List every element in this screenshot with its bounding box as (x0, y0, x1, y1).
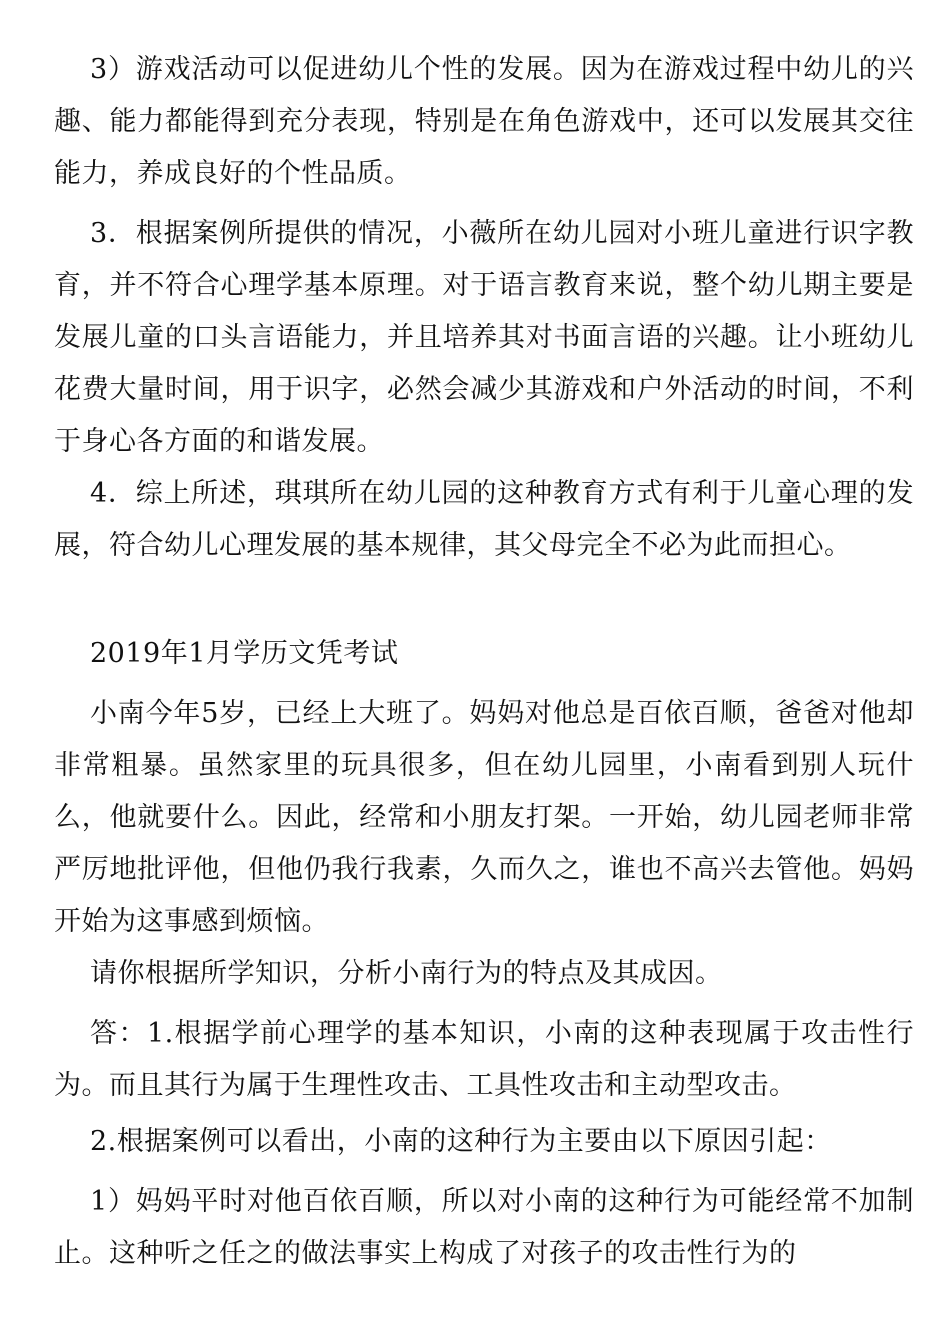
exam-heading: 2019年1月学历文凭考试 (90, 638, 399, 669)
paragraph-conclusion: 4．综上所述，琪琪所在幼儿园的这种教育方式有利于儿童心理的发展，符合幼儿心理发展的基本规律，其父母完全不必为此而担心。 (54, 478, 914, 561)
paragraph-cause-1: 1）妈妈平时对他百依百顺，所以对小南的这种行为可能经常不加制止。这种听之任之的做法事实上构成了对孩子的攻击性行为的 (54, 1186, 914, 1269)
paragraph-case-xiaonan: 小南今年5岁，已经上大班了。妈妈对他总是百依百顺，爸爸对他却非常粗暴。虽然家里的玩具很多，但在幼儿园里，小南看到别人玩什么，他就要什么。因此，经常和小朋友打架。一开始，幼儿园老师非常严厉地批评他，但他仍我行我素，久而久之，谁也不高兴去管他。妈妈开始为这事感到烦恼。 (54, 698, 914, 937)
paragraph-question: 请你根据所学知识，分析小南行为的特点及其成因。 (90, 958, 723, 989)
paragraph-literacy-education: 3．根据案例所提供的情况，小薇所在幼儿园对小班儿童进行识字教育，并不符合心理学基本原理。对于语言教育来说，整个幼儿期主要是发展儿童的口头言语能力，并且培养其对书面言语的兴趣。让小班幼儿花费大量时间，用于识字，必然会减少其游戏和户外活动的时间，不利于身心各方面的和谐发展。 (54, 218, 914, 457)
paragraph-answer-2: 2.根据案例可以看出，小南的这种行为主要由以下原因引起： (90, 1126, 832, 1157)
paragraph-answer-1: 答：1.根据学前心理学的基本知识，小南的这种表现属于攻击性行为。而且其行为属于生理性攻击、工具性攻击和主动型攻击。 (54, 1018, 914, 1101)
paragraph-game-personality: 3）游戏活动可以促进幼儿个性的发展。因为在游戏过程中幼儿的兴趣、能力都能得到充分表现，特别是在角色游戏中，还可以发展其交往能力，养成良好的个性品质。 (54, 54, 914, 189)
